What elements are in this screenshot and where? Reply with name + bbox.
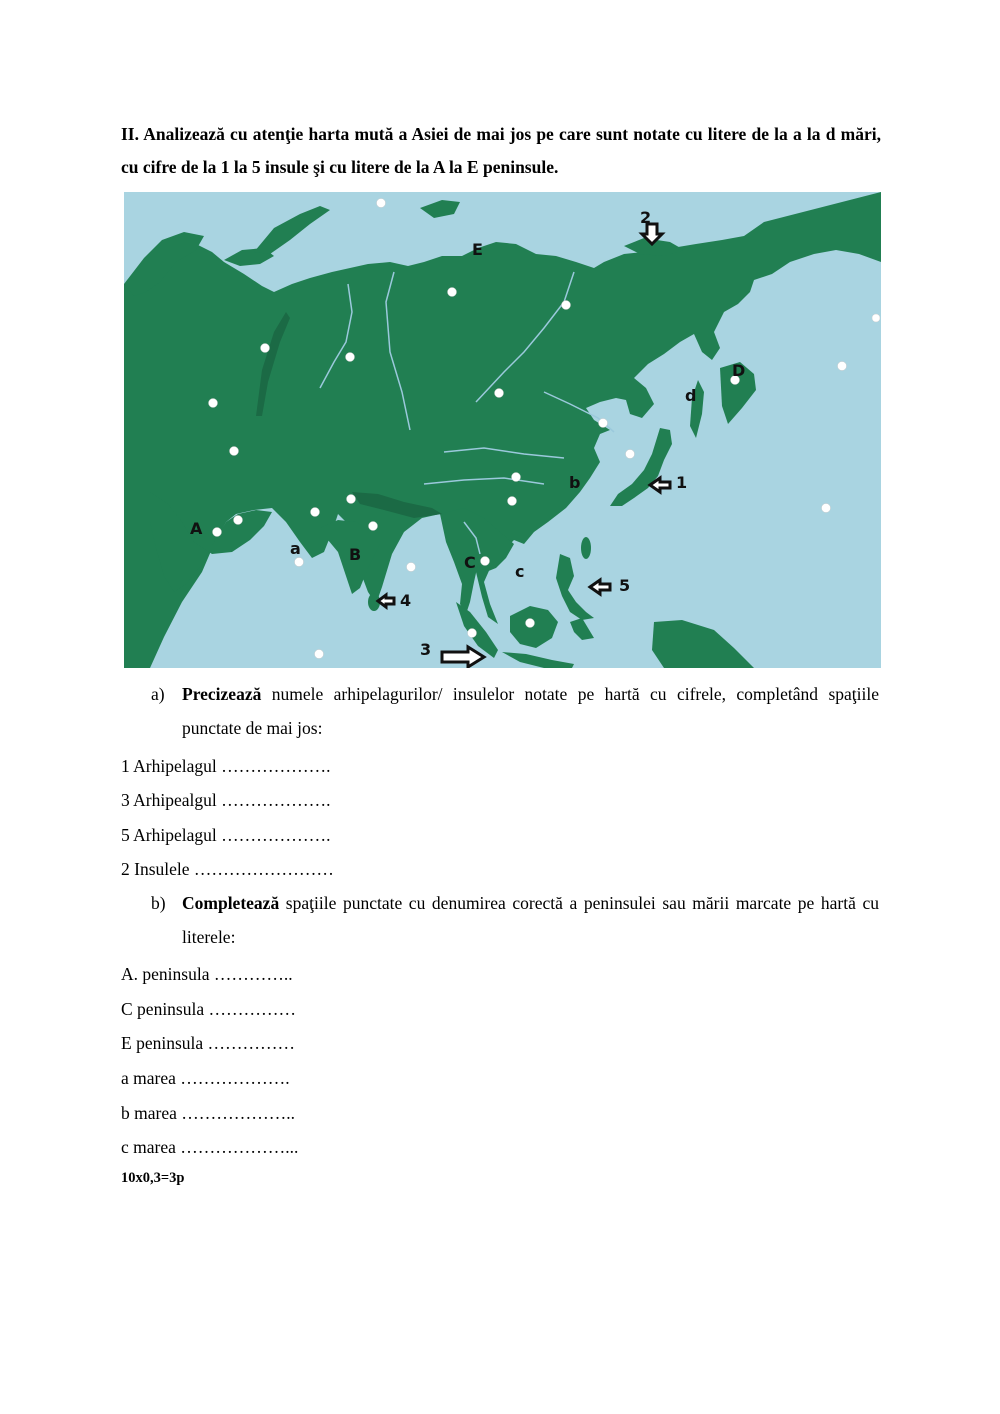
- island-label-3: 3: [420, 640, 432, 659]
- sea-label-a: a: [290, 539, 301, 558]
- answer-line-a[interactable]: a marea ……………….: [121, 1068, 290, 1088]
- map-svg: [124, 192, 881, 668]
- task-a-text: [182, 677, 879, 745]
- answer-line-5[interactable]: 5 Arhipelagul ……………….: [121, 825, 331, 845]
- sea-label-c: c: [515, 562, 525, 581]
- taiwan-island: [581, 537, 591, 559]
- island-label-5: 5: [619, 576, 631, 595]
- answer-line-c[interactable]: c marea ………………...: [121, 1137, 299, 1157]
- answer-line-C[interactable]: C peninsula ……………: [121, 999, 296, 1019]
- peninsula-label-C: C: [464, 553, 476, 572]
- peninsula-label-D: D: [732, 361, 746, 380]
- exercise-title: II. Analizează cu atenţie harta mută a Asiei de mai jos pe care sunt notate cu litere de la a la d mări, cu cifre de la 1 la 5 insule şi cu litere de la A la E peninsule.: [121, 124, 881, 177]
- task-a: [151, 677, 879, 745]
- task-b-instruction: spaţiile punctate cu denumirea corectă a peninsulei sau mării marcate pe hartă cu literele:: [182, 893, 879, 947]
- answer-line-b[interactable]: b marea ………………..: [121, 1103, 295, 1123]
- island-label-2: 2: [640, 208, 652, 227]
- peninsula-label-B: B: [349, 545, 362, 564]
- asia-mute-map: [124, 192, 881, 668]
- peninsula-label-E: E: [472, 240, 483, 259]
- answer-line-1[interactable]: 1 Arhipelagul ……………….: [121, 756, 331, 776]
- task-b-text: [182, 886, 879, 954]
- answer-line-E[interactable]: E peninsula ……………: [121, 1033, 296, 1053]
- task-b-label: b): [151, 893, 166, 913]
- task-a-label: a): [151, 684, 165, 704]
- task-b-verb: Completează: [182, 893, 280, 913]
- peninsula-label-A: A: [190, 519, 203, 538]
- task-a-verb: Precizează: [182, 684, 262, 704]
- answer-line-2[interactable]: 2 Insulele ……………………: [121, 859, 334, 879]
- sea-label-d: d: [685, 386, 697, 405]
- island-label-1: 1: [676, 473, 688, 492]
- task-a-instruction: numele arhipelagurilor/ insulelor notate pe hartă cu cifrele, completând spaţiile punctate de mai jos:: [182, 684, 879, 738]
- island-label-4: 4: [400, 591, 412, 610]
- task-b: [151, 886, 879, 954]
- score-note: 10x0,3=3p: [121, 1170, 185, 1186]
- answer-line-A[interactable]: A. peninsula …………..: [121, 964, 293, 984]
- answer-line-3[interactable]: 3 Arhipealgul ……………….: [121, 790, 331, 810]
- sea-label-b: b: [569, 473, 581, 492]
